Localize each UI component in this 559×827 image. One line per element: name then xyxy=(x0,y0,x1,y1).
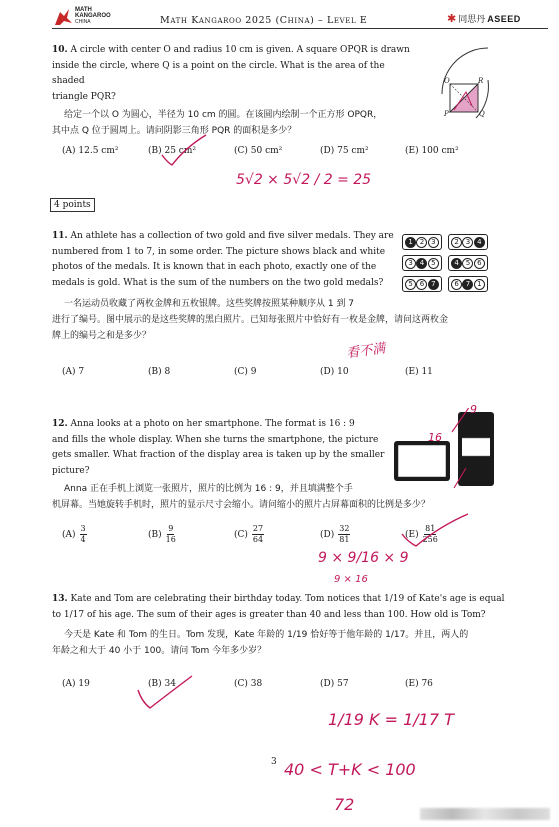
handwritten-note: 看不满 xyxy=(345,341,387,362)
question-11 xyxy=(52,229,397,291)
figure-annotation: 9 xyxy=(470,403,477,416)
handwritten-note: 9 × 9/16 × 9 xyxy=(318,550,409,566)
option-d[interactable]: (D) 10 xyxy=(320,367,349,377)
medal-photo: 1 2 3 xyxy=(402,234,442,250)
check-mark xyxy=(160,133,210,168)
medal-photo: 5 6 7 xyxy=(402,276,442,292)
option-d[interactable]: (D) 32 81 xyxy=(320,524,350,544)
question-10 xyxy=(52,43,412,139)
answer-options xyxy=(62,146,482,160)
header-title: Math Kangaroo 2025 (China) – Level E xyxy=(160,15,368,26)
logo-text: MATH KANGAROO CHINA xyxy=(75,7,111,25)
handwritten-note: 1/19 K = 1/17 T xyxy=(328,710,454,729)
star-icon: ✱ xyxy=(447,13,457,25)
header xyxy=(0,0,559,32)
handwritten-note: 72 xyxy=(334,795,355,814)
option-b[interactable]: (B) 9 16 xyxy=(148,524,176,544)
question-text-cn: Anna 正在手机上浏览一张照片，照片的比例为 16 : 9，并且填满整个手 机屏幕。当她旋转手机时，照片的显示尺寸会缩小。请问缩小的照片占屏幕面积的比例是多少？ xyxy=(52,484,431,510)
option-a[interactable]: (A) 3 4 xyxy=(62,524,86,544)
question-text-cn: 给定一个以 O 为圆心，半径为 10 cm 的圆。在该圆内绘制一个正方形 OPQR， 其中点 Q 位于圆周上。请问阴影三角形 PQR 的面积是多少？ xyxy=(52,110,383,136)
option-c[interactable]: (C) 27 64 xyxy=(234,524,264,544)
question-text: 10. A circle with center O and radius 10 cm is given. A square OPQR is drawn inside the circle, where Q is a point on the circle. What is the area of the shaded triangle PQR? xyxy=(52,45,410,102)
option-d[interactable]: (D) 57 xyxy=(320,679,349,689)
option-e[interactable]: (E) 11 xyxy=(405,367,433,377)
medal-photo: 2 3 4 xyxy=(448,234,488,250)
medal-photo: 3 4 5 xyxy=(402,255,442,271)
option-a[interactable]: (A) 19 xyxy=(62,679,90,689)
option-e[interactable]: (E) 100 cm² xyxy=(405,146,459,156)
question-text: 11. An athlete has a collection of two gold and five silver medals. They are numbered from 1 to 7, in some order. The picture shows black and white photos of the medals. It is known that in each photo, exactly one of the medals is gold. What is the sum of the numbers on the two gold medals? xyxy=(52,231,394,288)
option-a[interactable]: (A) 7 xyxy=(62,367,85,377)
option-c[interactable]: (C) 38 xyxy=(234,679,263,689)
check-mark xyxy=(400,510,470,550)
medal-photo: 4 5 6 xyxy=(448,255,488,271)
watermark-blur xyxy=(420,808,550,820)
handwritten-note: 9 × 16 xyxy=(334,574,368,585)
question-text-cn: 今天是 Kate 和 Tom 的生日。Tom 发现，Kate 年龄的 1/19 恰好等于他年龄的 1/17。并且，两人的 年龄之和大于 40 小于 100。请问 Tom 今年多少岁？ xyxy=(52,630,469,656)
check-mark xyxy=(136,672,196,712)
option-b[interactable]: (B) 8 xyxy=(148,367,171,377)
answer-options xyxy=(62,367,482,381)
q12-figure xyxy=(392,403,502,488)
handwritten-note: 5√2 × 5√2 / 2 = 25 xyxy=(236,172,372,188)
option-c[interactable]: (C) 50 cm² xyxy=(234,146,283,156)
medal-photo: 6 7 1 xyxy=(448,276,488,292)
option-b[interactable]: (B) 25 cm² xyxy=(148,146,196,156)
question-12 xyxy=(52,417,392,479)
kangaroo-logo xyxy=(52,7,74,27)
option-c[interactable]: (C) 9 xyxy=(234,367,257,377)
figure-annotation: 16 xyxy=(428,431,442,444)
answer-options xyxy=(62,679,482,693)
option-e[interactable]: (E) 76 xyxy=(405,679,433,689)
option-a[interactable]: (A) 12.5 cm² xyxy=(62,146,119,156)
option-b[interactable]: (B) 34 xyxy=(148,679,176,689)
option-d[interactable]: (D) 75 cm² xyxy=(320,146,369,156)
question-13 xyxy=(52,592,512,659)
question-text-cn: 一名运动员收藏了两枚金牌和五枚银牌。这些奖牌按照某种顺序从 1 到 7 进行了编号。图中展示的是这些奖牌的黑白照片。已知每张照片中恰好有一枚是金牌，请问这两枚金 牌上的编号之和是多少？ xyxy=(52,299,449,341)
points-label: 4 points xyxy=(50,198,95,212)
question-text: 12. Anna looks at a photo on her smartphone. The format is 16 : 9 and fills the whole display. When she turns the smartphone, the picture gets smaller. What fraction of the display area is taken up by the smaller picture? xyxy=(52,419,385,476)
brand-logo: ✱ 同思丹 ASEED xyxy=(447,13,521,25)
q10-figure: O R P Q xyxy=(432,40,494,125)
question-text: 13. Kate and Tom are celebrating their birthday today. Tom notices that 1/19 of Kate's age is equal to 1/17 of his age. The sum of their ages is greater than 40 and less than 100. How old is Tom? xyxy=(52,594,505,620)
handwritten-note: 40 < T+K < 100 xyxy=(284,760,416,779)
header-divider xyxy=(52,28,548,29)
page-number: 3 xyxy=(271,757,277,767)
option-e[interactable]: (E) 81 256 xyxy=(405,524,438,544)
medal-photos xyxy=(402,234,494,298)
